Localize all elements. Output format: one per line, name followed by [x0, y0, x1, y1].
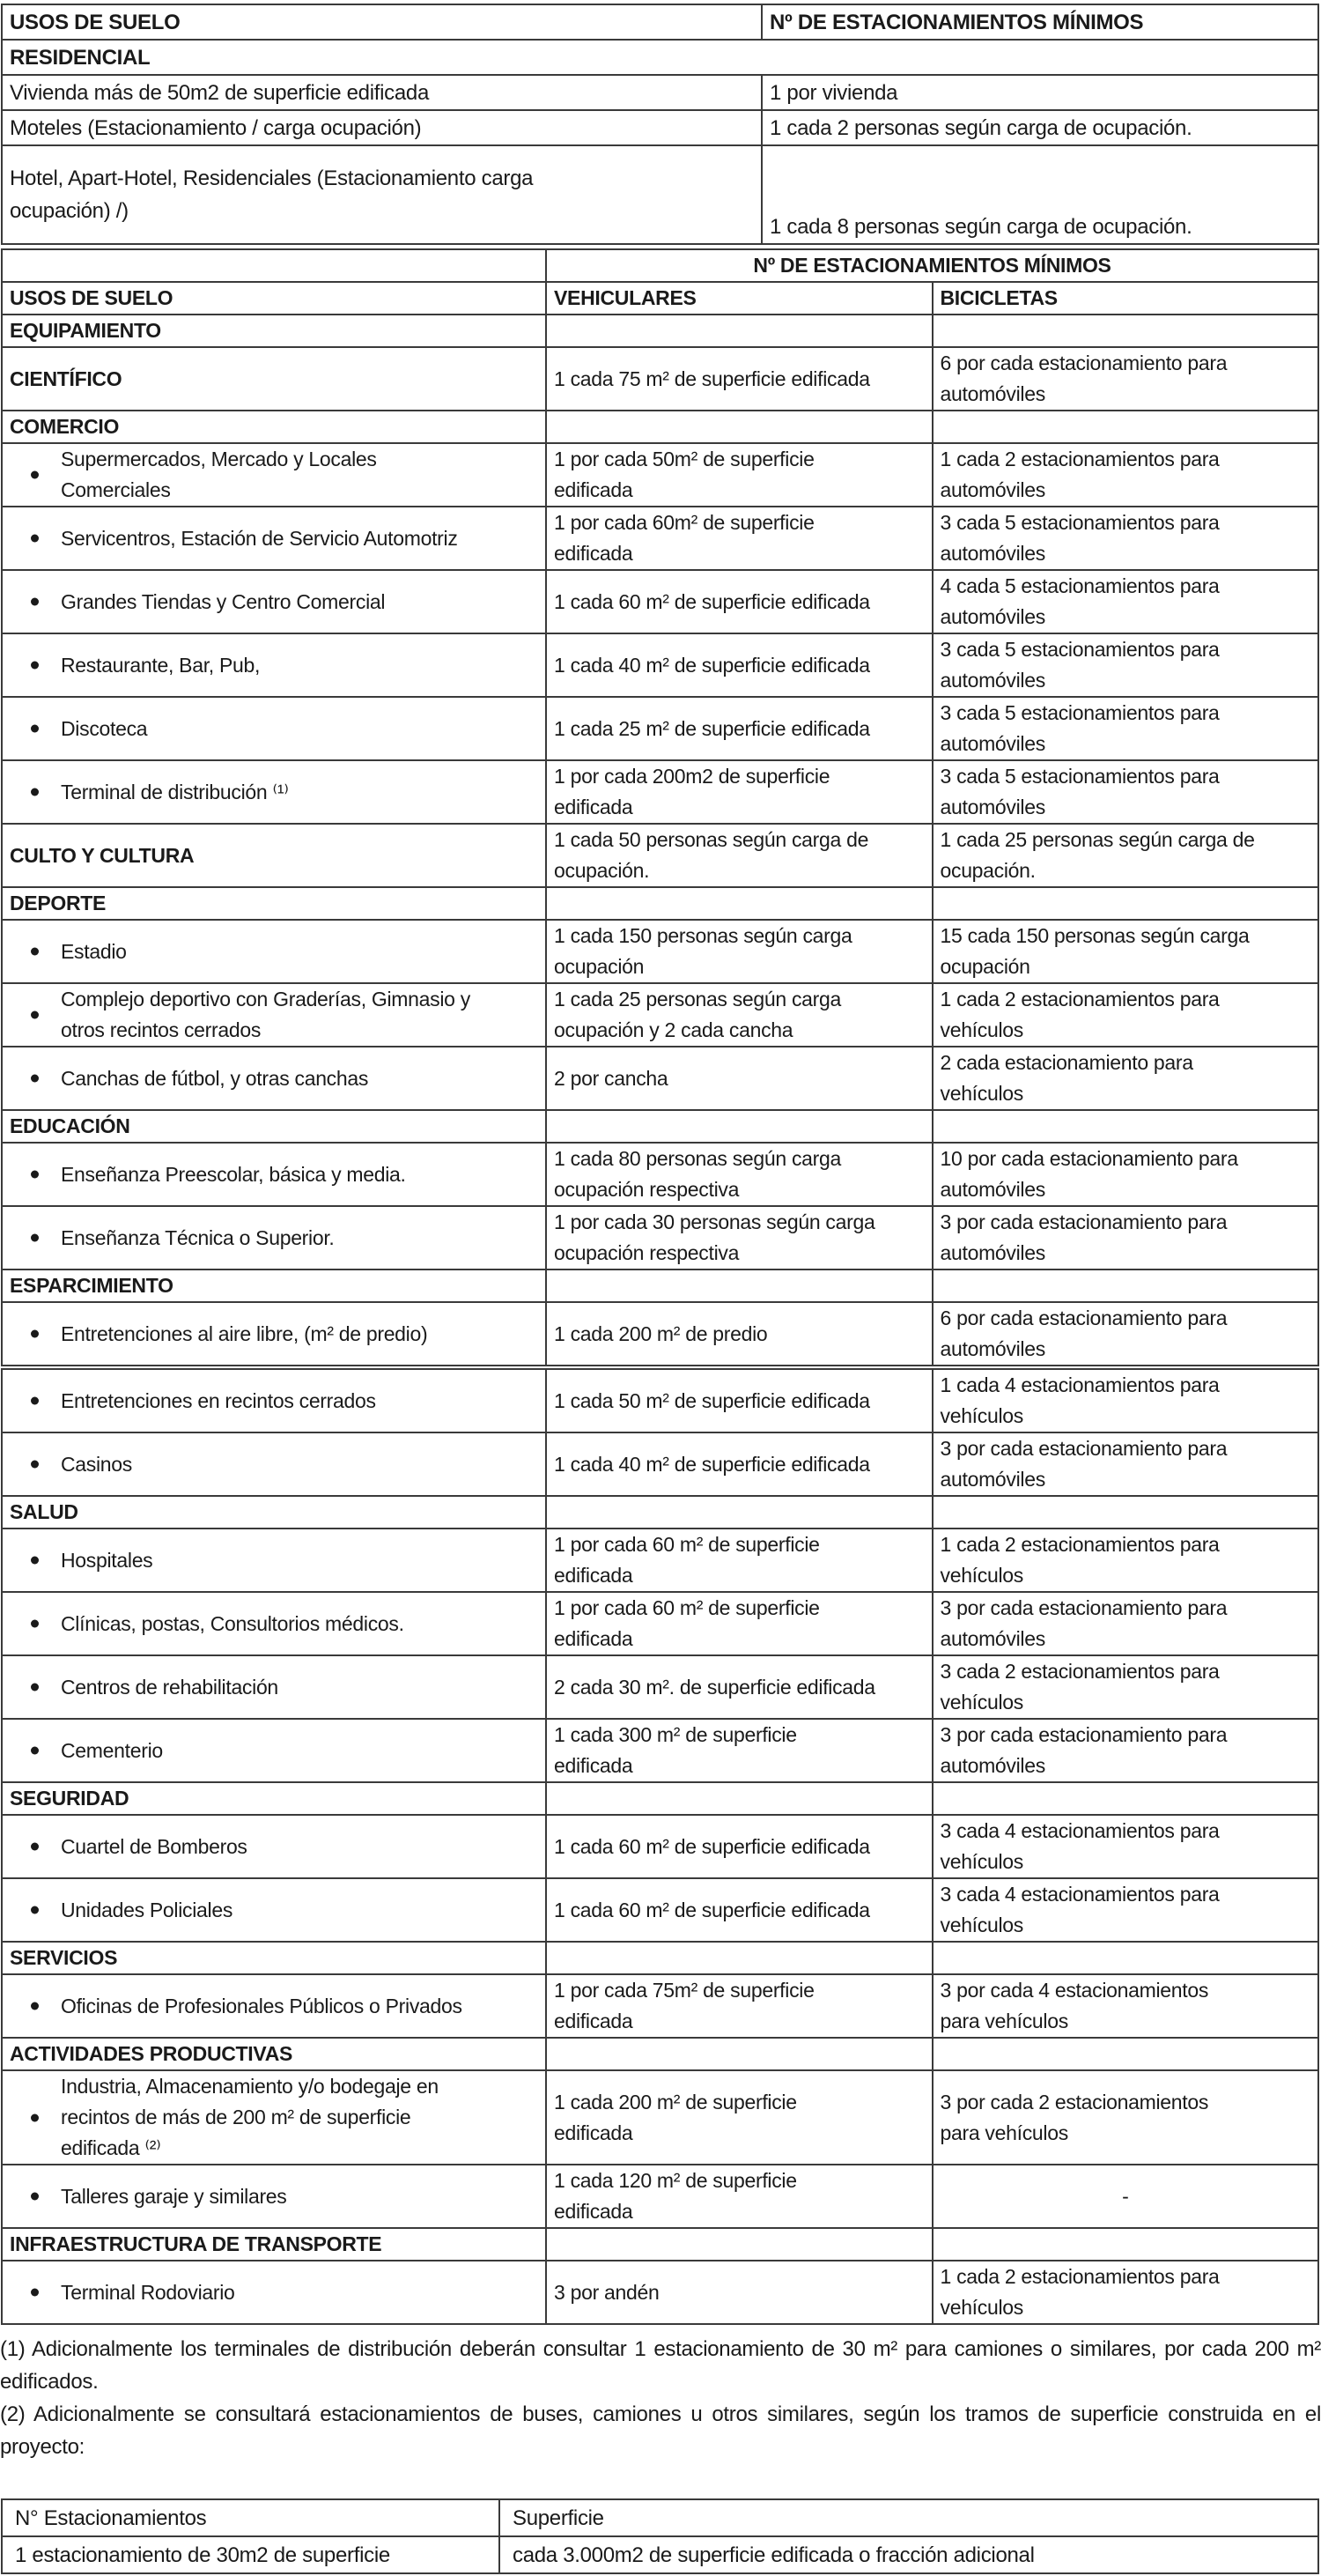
- bicycle-parking-cell: 15 cada 150 personas según carga ocupación: [933, 920, 1319, 983]
- table-row: [2, 920, 1318, 983]
- bicycle-parking-cell: 3 cada 2 estacionamientos para vehículos: [933, 1655, 1319, 1719]
- vehicle-parking-cell: 1 cada 120 m² de superficie edificada: [546, 2165, 933, 2228]
- vehicle-parking-cell: [546, 1496, 933, 1529]
- category-row: [2, 1269, 1318, 1302]
- land-use-label: ACTIVIDADES PRODUCTIVAS: [10, 2042, 293, 2065]
- vehicle-parking-cell: 1 por cada 50m² de superficie edificada: [546, 443, 933, 507]
- bullet-icon: [31, 1011, 39, 1019]
- land-use-label: Terminal de distribución ⁽¹⁾: [61, 780, 289, 803]
- bicycle-parking-cell: 2 cada estacionamiento para vehículos: [933, 1047, 1319, 1110]
- land-use-label: Discoteca: [61, 716, 148, 740]
- land-use-label: Oficinas de Profesionales Públicos o Privados: [61, 1994, 462, 2017]
- vehicle-parking-cell: 1 por cada 200m2 de superficie edificada: [546, 760, 933, 824]
- land-use-label: ESPARCIMIENTO: [10, 1274, 173, 1297]
- bicycle-parking-cell: [933, 411, 1319, 443]
- vehicle-parking-cell: [546, 887, 933, 920]
- land-use-label: INFRAESTRUCTURA DE TRANSPORTE: [10, 2232, 382, 2255]
- bullet-icon: [31, 948, 39, 956]
- land-use-cell: [2, 697, 546, 760]
- land-use-cell: [2, 1367, 546, 1432]
- table-row: [2, 1432, 1318, 1496]
- bicycle-parking-cell: 1 cada 2 estacionamientos para vehículos: [933, 1529, 1319, 1592]
- land-use-cell: [2, 1496, 546, 1529]
- land-use-cell: [2, 1974, 546, 2038]
- bicycle-parking-cell: 3 por cada 4 estacionamientos para vehículos: [933, 1974, 1319, 2038]
- land-use-cell: [2, 2038, 546, 2070]
- land-use-cell: [2, 1782, 546, 1815]
- land-use-label: Cementerio: [61, 1738, 163, 1762]
- table-row: [2, 824, 1318, 887]
- bullet-icon: [31, 535, 39, 543]
- bullet-icon: [31, 2113, 39, 2121]
- land-use-cell: [2, 570, 546, 633]
- bicycle-parking-cell: [933, 2228, 1319, 2261]
- category-row: [2, 2038, 1318, 2070]
- table-row: [2, 633, 1318, 697]
- land-use-cell: [2, 1143, 546, 1206]
- bullet-icon: [31, 788, 39, 796]
- land-use-label: Talleres garaje y similares: [61, 2184, 287, 2208]
- bullet-icon: [31, 2289, 39, 2297]
- land-use-cell: [2, 1719, 546, 1782]
- vehicle-parking-cell: 1 por cada 60 m² de superficie edificada: [546, 1592, 933, 1655]
- bicycle-parking-cell: 10 por cada estacionamiento para automóviles: [933, 1143, 1319, 1206]
- category-row: [2, 315, 1318, 347]
- group-header-min-parking: Nº DE ESTACIONAMIENTOS MÍNIMOS: [546, 249, 1318, 282]
- land-use-cell: [2, 760, 546, 824]
- header-bicicletas: BICICLETAS: [933, 282, 1319, 315]
- land-use-label: Supermercados, Mercado y Locales Comerciales: [61, 448, 377, 501]
- bus-parking-table: [1, 2498, 1319, 2574]
- footnotes: [0, 2333, 1321, 2463]
- land-use-label: Restaurante, Bar, Pub,: [61, 653, 261, 677]
- bullet-icon: [31, 471, 39, 479]
- vehicle-parking-cell: 1 por cada 75m² de superficie edificada: [546, 1974, 933, 2038]
- table-row: [2, 1974, 1318, 2038]
- vehicle-parking-cell: [546, 1942, 933, 1974]
- land-use-label: Entretenciones en recintos cerrados: [61, 1388, 376, 1412]
- land-use-cell: [2, 1592, 546, 1655]
- bullet-icon: [31, 1906, 39, 1914]
- land-use-cell: Moteles (Estacionamiento / carga ocupación): [2, 110, 762, 145]
- bicycle-parking-cell: [933, 315, 1319, 347]
- header-vehiculares: VEHICULARES: [546, 282, 933, 315]
- category-row: [2, 1496, 1318, 1529]
- bullet-icon: [31, 1684, 39, 1691]
- table-row: [2, 697, 1318, 760]
- footnote-1: (1) Adicionalmente los terminales de distribución deberán consultar 1 estacionamiento de 30 m² para camiones o similares, por cada 200 m² edificados.: [0, 2337, 1321, 2394]
- bicycle-parking-cell: 6 por cada estacionamiento para automóviles: [933, 1302, 1319, 1367]
- table-row: [2, 1529, 1318, 1592]
- bicycle-parking-cell: 3 cada 4 estacionamientos para vehículos: [933, 1878, 1319, 1942]
- land-use-label: Hospitales: [61, 1548, 153, 1572]
- equipment-parking-table: [1, 248, 1319, 2325]
- footnote-2: (2) Adicionalmente se consultará estacionamientos de buses, camiones u otros similares, según los tramos de superficie construida en el proyecto:: [0, 2402, 1321, 2459]
- vehicle-parking-cell: [546, 1782, 933, 1815]
- header-land-use: USOS DE SUELO: [2, 282, 546, 315]
- bicycle-parking-cell: [933, 1496, 1319, 1529]
- header-surface: Superficie: [499, 2499, 1318, 2536]
- vehicle-parking-cell: 1 cada 200 m² de superficie edificada: [546, 2070, 933, 2165]
- bullet-icon: [31, 1171, 39, 1179]
- land-use-cell: [2, 983, 546, 1047]
- land-use-cell: [2, 887, 546, 920]
- land-use-cell: [2, 1942, 546, 1974]
- land-use-cell: [2, 2165, 546, 2228]
- bicycle-parking-cell: [933, 1942, 1319, 1974]
- land-use-cell: [2, 1878, 546, 1942]
- table-row: [2, 507, 1318, 570]
- bicycle-parking-cell: [933, 1782, 1319, 1815]
- table-row: [2, 570, 1318, 633]
- vehicle-parking-cell: [546, 2228, 933, 2261]
- land-use-label: Canchas de fútbol, y otras canchas: [61, 1066, 369, 1090]
- land-use-cell: [2, 1302, 546, 1367]
- table-row: [2, 1815, 1318, 1878]
- table-row: [2, 1878, 1318, 1942]
- land-use-cell: [2, 411, 546, 443]
- land-use-cell: [2, 1047, 546, 1110]
- land-use-cell: [2, 824, 546, 887]
- vehicle-parking-cell: 1 cada 50 m² de superficie edificada: [546, 1367, 933, 1432]
- vehicle-parking-cell: 1 cada 60 m² de superficie edificada: [546, 1815, 933, 1878]
- table-row: [2, 1302, 1318, 1367]
- land-use-cell: [2, 1529, 546, 1592]
- bicycle-parking-cell: 1 cada 2 estacionamientos para vehículos: [933, 983, 1319, 1047]
- land-use-label: Entretenciones al aire libre, (m² de predio): [61, 1321, 428, 1345]
- land-use-cell: [2, 2070, 546, 2165]
- vehicle-parking-cell: 3 por andén: [546, 2261, 933, 2324]
- land-use-cell: [2, 1206, 546, 1269]
- table-row: [2, 2070, 1318, 2165]
- land-use-cell: [2, 347, 546, 411]
- land-use-label: Clínicas, postas, Consultorios médicos.: [61, 1611, 404, 1635]
- land-use-label: Enseñanza Preescolar, básica y media.: [61, 1162, 406, 1186]
- table-row: [2, 2165, 1318, 2228]
- land-use-label: Casinos: [61, 1452, 132, 1476]
- land-use-cell: [2, 2228, 546, 2261]
- land-use-cell: [2, 1269, 546, 1302]
- bicycle-parking-cell: -: [933, 2165, 1319, 2228]
- vehicle-parking-cell: 1 cada 25 m² de superficie edificada: [546, 697, 933, 760]
- bicycle-parking-cell: [933, 887, 1319, 920]
- land-use-label: Grandes Tiendas y Centro Comercial: [61, 589, 386, 613]
- table-row: [2, 347, 1318, 411]
- bicycle-parking-cell: 3 por cada estacionamiento para automóviles: [933, 1592, 1319, 1655]
- category-row: [2, 2228, 1318, 2261]
- vehicle-parking-cell: 1 cada 40 m² de superficie edificada: [546, 633, 933, 697]
- bullet-icon: [31, 662, 39, 670]
- bullet-icon: [31, 1075, 39, 1083]
- num-parking-cell: 1 estacionamiento de 30m2 de superficie: [2, 2536, 499, 2573]
- vehicle-parking-cell: 1 cada 200 m² de predio: [546, 1302, 933, 1367]
- bullet-icon: [31, 2002, 39, 2010]
- land-use-label: Unidades Policiales: [61, 1898, 233, 1921]
- bullet-icon: [31, 1234, 39, 1242]
- table-row: [2, 1655, 1318, 1719]
- table-row: [2, 1719, 1318, 1782]
- land-use-label: SERVICIOS: [10, 1946, 118, 1969]
- vehicle-parking-cell: 1 cada 80 personas según carga ocupación respectiva: [546, 1143, 933, 1206]
- bicycle-parking-cell: [933, 1110, 1319, 1143]
- table-row: [2, 1206, 1318, 1269]
- header-num-parking: N° Estacionamientos: [2, 2499, 499, 2536]
- land-use-label: Servicentros, Estación de Servicio Automotriz: [61, 526, 458, 550]
- land-use-cell: [2, 1432, 546, 1496]
- min-parking-cell: 1 cada 2 personas según carga de ocupación.: [762, 110, 1318, 145]
- land-use-cell: [2, 1110, 546, 1143]
- land-use-label: Terminal Rodoviario: [61, 2280, 235, 2304]
- min-parking-cell: 1 por vivienda: [762, 75, 1318, 110]
- category-row: [2, 887, 1318, 920]
- category-row: [2, 1942, 1318, 1974]
- empty-header-cell: [2, 249, 546, 282]
- bicycle-parking-cell: 1 cada 25 personas según carga de ocupación.: [933, 824, 1319, 887]
- land-use-cell: [2, 2261, 546, 2324]
- bullet-icon: [31, 1397, 39, 1405]
- bicycle-parking-cell: 6 por cada estacionamiento para automóviles: [933, 347, 1319, 411]
- header-land-use: USOS DE SUELO: [2, 4, 762, 40]
- land-use-label: SALUD: [10, 1500, 78, 1523]
- bullet-icon: [31, 1330, 39, 1338]
- land-use-cell: [2, 1815, 546, 1878]
- vehicle-parking-cell: 1 cada 75 m² de superficie edificada: [546, 347, 933, 411]
- category-row: [2, 1782, 1318, 1815]
- bullet-icon: [31, 598, 39, 606]
- bicycle-parking-cell: 3 por cada 2 estacionamientos para vehículos: [933, 2070, 1319, 2165]
- bicycle-parking-cell: 3 cada 5 estacionamientos para automóviles: [933, 507, 1319, 570]
- bullet-icon: [31, 1843, 39, 1851]
- table-row: [2, 1592, 1318, 1655]
- vehicle-parking-cell: [546, 411, 933, 443]
- vehicle-parking-cell: [546, 315, 933, 347]
- bicycle-parking-cell: [933, 1269, 1319, 1302]
- land-use-cell: [2, 315, 546, 347]
- section-residencial: RESIDENCIAL: [2, 40, 1318, 75]
- table-row: [2, 2261, 1318, 2324]
- vehicle-parking-cell: 1 cada 25 personas según carga ocupación y 2 cada cancha: [546, 983, 933, 1047]
- vehicle-parking-cell: 2 cada 30 m². de superficie edificada: [546, 1655, 933, 1719]
- bicycle-parking-cell: 3 por cada estacionamiento para automóviles: [933, 1432, 1319, 1496]
- bullet-icon: [31, 1620, 39, 1628]
- vehicle-parking-cell: 1 por cada 60 m² de superficie edificada: [546, 1529, 933, 1592]
- land-use-cell: [2, 443, 546, 507]
- land-use-cell: [2, 507, 546, 570]
- table-row: [2, 983, 1318, 1047]
- min-parking-cell: 1 cada 8 personas según carga de ocupación.: [762, 145, 1318, 244]
- land-use-label: CULTO Y CULTURA: [10, 843, 195, 867]
- land-use-label: Enseñanza Técnica o Superior.: [61, 1225, 335, 1249]
- category-row: [2, 411, 1318, 443]
- bicycle-parking-cell: 3 cada 5 estacionamientos para automóviles: [933, 697, 1319, 760]
- land-use-label: Estadio: [61, 939, 127, 963]
- category-row: [2, 1110, 1318, 1143]
- vehicle-parking-cell: 1 cada 60 m² de superficie edificada: [546, 570, 933, 633]
- bullet-icon: [31, 725, 39, 733]
- header-min-parking: Nº DE ESTACIONAMIENTOS MÍNIMOS: [762, 4, 1318, 40]
- table-row: [2, 1367, 1318, 1432]
- land-use-cell: [2, 633, 546, 697]
- land-use-label: Industria, Almacenamiento y/o bodegaje en recintos de más de 200 m² de superficie edificada ⁽²⁾: [61, 2075, 439, 2159]
- bicycle-parking-cell: 3 por cada estacionamiento para automóviles: [933, 1719, 1319, 1782]
- vehicle-parking-cell: [546, 2038, 933, 2070]
- bicycle-parking-cell: 3 cada 5 estacionamientos para automóviles: [933, 760, 1319, 824]
- surface-cell: cada 3.000m2 de superficie edificada o fracción adicional: [499, 2536, 1318, 2573]
- table-row: [2, 760, 1318, 824]
- land-use-cell: [2, 1655, 546, 1719]
- vehicle-parking-cell: 2 por cancha: [546, 1047, 933, 1110]
- land-use-label: EQUIPAMIENTO: [10, 319, 161, 342]
- vehicle-parking-cell: 1 por cada 30 personas según carga ocupación respectiva: [546, 1206, 933, 1269]
- bicycle-parking-cell: 1 cada 2 estacionamientos para vehículos: [933, 2261, 1319, 2324]
- land-use-label: SEGURIDAD: [10, 1787, 129, 1810]
- vehicle-parking-cell: 1 cada 300 m² de superficie edificada: [546, 1719, 933, 1782]
- bicycle-parking-cell: 4 cada 5 estacionamientos para automóviles: [933, 570, 1319, 633]
- land-use-label: Complejo deportivo con Graderías, Gimnasio y otros recintos cerrados: [61, 988, 470, 1041]
- bullet-icon: [31, 2193, 39, 2201]
- residential-parking-table: [1, 4, 1319, 245]
- vehicle-parking-cell: 1 cada 40 m² de superficie edificada: [546, 1432, 933, 1496]
- table-row: [2, 1047, 1318, 1110]
- bullet-icon: [31, 1557, 39, 1565]
- vehicle-parking-cell: 1 cada 150 personas según carga ocupación: [546, 920, 933, 983]
- bullet-icon: [31, 1747, 39, 1755]
- bicycle-parking-cell: [933, 2038, 1319, 2070]
- vehicle-parking-cell: 1 cada 50 personas según carga de ocupación.: [546, 824, 933, 887]
- bicycle-parking-cell: 1 cada 2 estacionamientos para automóviles: [933, 443, 1319, 507]
- table-row: [2, 1143, 1318, 1206]
- bicycle-parking-cell: 3 cada 4 estacionamientos para vehículos: [933, 1815, 1319, 1878]
- land-use-cell: Hotel, Apart-Hotel, Residenciales (Estacionamiento carga ocupación) /): [2, 145, 762, 244]
- table-row: [2, 443, 1318, 507]
- vehicle-parking-cell: [546, 1269, 933, 1302]
- land-use-label: DEPORTE: [10, 892, 107, 914]
- vehicle-parking-cell: [546, 1110, 933, 1143]
- bicycle-parking-cell: 3 cada 5 estacionamientos para automóviles: [933, 633, 1319, 697]
- bicycle-parking-cell: 3 por cada estacionamiento para automóviles: [933, 1206, 1319, 1269]
- land-use-label: Cuartel de Bomberos: [61, 1834, 247, 1858]
- land-use-cell: Vivienda más de 50m2 de superficie edificada: [2, 75, 762, 110]
- land-use-label: EDUCACIÓN: [10, 1114, 130, 1137]
- vehicle-parking-cell: 1 por cada 60m² de superficie edificada: [546, 507, 933, 570]
- land-use-label: Centros de rehabilitación: [61, 1675, 278, 1699]
- bicycle-parking-cell: 1 cada 4 estacionamientos para vehículos: [933, 1367, 1319, 1432]
- vehicle-parking-cell: 1 cada 60 m² de superficie edificada: [546, 1878, 933, 1942]
- bullet-icon: [31, 1461, 39, 1469]
- land-use-label: COMERCIO: [10, 415, 120, 438]
- land-use-cell: [2, 920, 546, 983]
- land-use-label: CIENTÍFICO: [10, 366, 122, 390]
